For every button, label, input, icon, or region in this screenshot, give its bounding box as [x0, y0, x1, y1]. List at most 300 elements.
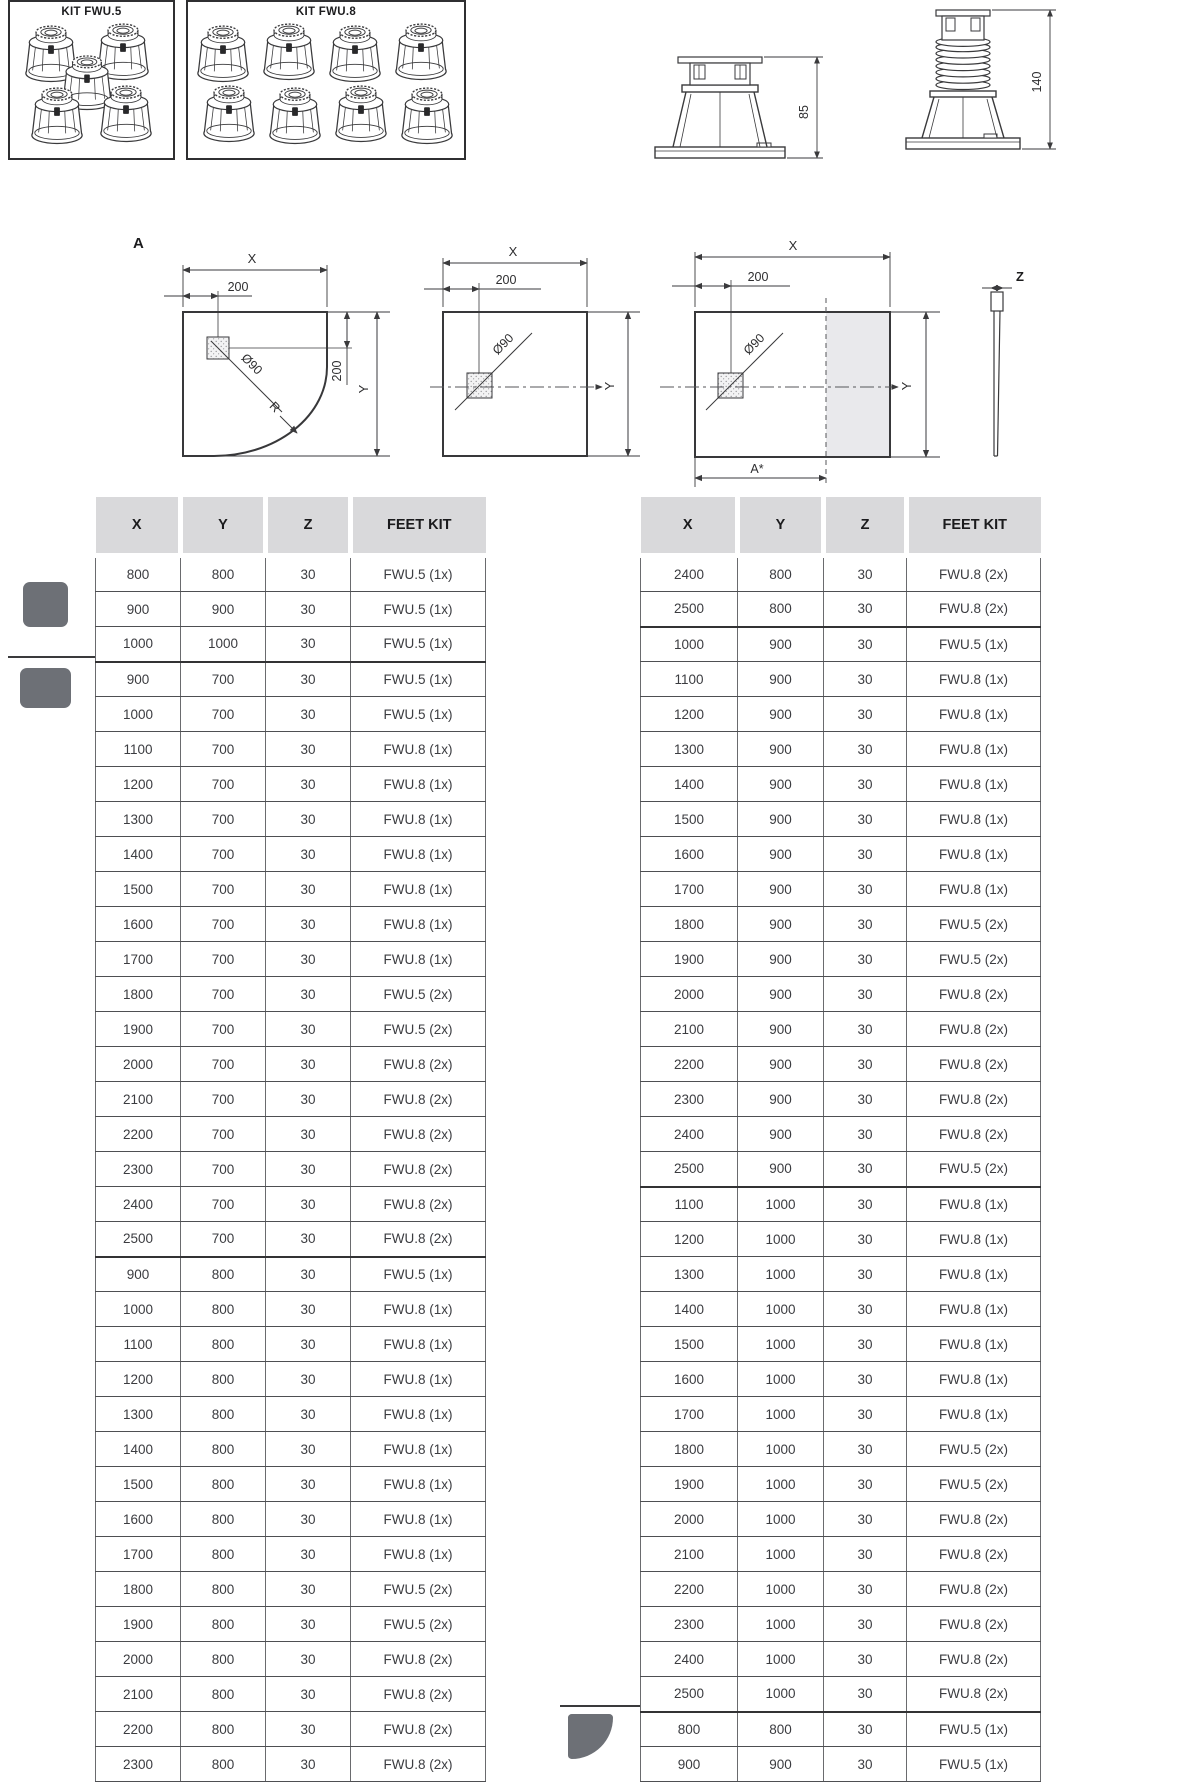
table-cell: 2400: [641, 1117, 738, 1152]
table-row: [96, 1712, 486, 1747]
table-row: [96, 1257, 486, 1292]
table-row: [96, 942, 486, 977]
table-cell: 800: [181, 1292, 266, 1327]
table-cell: 900: [738, 697, 824, 732]
table-cell: 1400: [641, 767, 738, 802]
table-cell: 800: [181, 556, 266, 592]
table-cell: 900: [738, 837, 824, 872]
table-cell: 1500: [641, 802, 738, 837]
table-cell: 900: [738, 1012, 824, 1047]
table-cell: FWU.8 (2x): [351, 1677, 486, 1712]
table-cell: 2400: [641, 1642, 738, 1677]
table-cell: FWU.8 (2x): [907, 1537, 1041, 1572]
table-cell: 1000: [738, 1677, 824, 1712]
table-cell: 2500: [641, 1677, 738, 1712]
table-cell: 30: [824, 1047, 907, 1082]
table-cell: FWU.5 (1x): [351, 697, 486, 732]
table-cell: 1800: [641, 907, 738, 942]
table-cell: 30: [266, 1222, 351, 1257]
table-row: [96, 1187, 486, 1222]
table-row: [96, 662, 486, 697]
table-cell: FWU.5 (1x): [351, 592, 486, 627]
table-cell: 1400: [641, 1292, 738, 1327]
table-cell: FWU.8 (2x): [907, 1677, 1041, 1712]
table-cell: FWU.8 (2x): [907, 1082, 1041, 1117]
table-cell: 800: [181, 1467, 266, 1502]
radius-label: R: [266, 399, 283, 416]
table-cell: 30: [266, 802, 351, 837]
header-row: [96, 497, 486, 556]
table-cell: FWU.5 (1x): [907, 1712, 1041, 1747]
table-row: [641, 1432, 1041, 1467]
table-cell: 2200: [96, 1117, 181, 1152]
table-row: [641, 767, 1041, 802]
table-cell: FWU.8 (1x): [907, 1222, 1041, 1257]
table-cell: 1000: [738, 1257, 824, 1292]
table-cell: 30: [824, 1362, 907, 1397]
table-cell: 2400: [641, 556, 738, 592]
table-cell: 30: [824, 1467, 907, 1502]
table-row: [641, 942, 1041, 977]
table-cell: 700: [181, 1012, 266, 1047]
table-cell: FWU.5 (2x): [351, 977, 486, 1012]
spec-table-left: [95, 497, 486, 1782]
table-cell: 800: [96, 556, 181, 592]
table-cell: 1200: [641, 697, 738, 732]
table-cell: 800: [738, 1712, 824, 1747]
table-cell: 1000: [738, 1607, 824, 1642]
table-cell: FWU.8 (1x): [907, 662, 1041, 697]
table-cell: FWU.8 (1x): [351, 767, 486, 802]
table-cell: FWU.8 (2x): [907, 1012, 1041, 1047]
table-cell: 1200: [96, 1362, 181, 1397]
table-cell: 30: [266, 1572, 351, 1607]
table-row: [96, 907, 486, 942]
table-row: [96, 1747, 486, 1782]
table-cell: 800: [181, 1712, 266, 1747]
table-cell: 30: [266, 592, 351, 627]
table-cell: 800: [181, 1397, 266, 1432]
table-cell: 1000: [738, 1397, 824, 1432]
foot-icon: [270, 88, 320, 143]
table-cell: 900: [738, 767, 824, 802]
table-cell: 30: [824, 1607, 907, 1642]
table-cell: 30: [824, 767, 907, 802]
kit-fwu5-box: [8, 0, 175, 160]
table-cell: FWU.5 (2x): [907, 907, 1041, 942]
drain-diameter-label: Ø90: [489, 330, 517, 358]
table-cell: 900: [96, 662, 181, 697]
table-cell: FWU.5 (1x): [351, 556, 486, 592]
table-row: [641, 556, 1041, 592]
col-header-y: Y: [181, 497, 266, 556]
col-header-x: X: [641, 497, 738, 556]
col-header-y: Y: [738, 497, 824, 556]
table-cell: 1400: [96, 837, 181, 872]
table-cell: 30: [824, 1257, 907, 1292]
table-row: [641, 1082, 1041, 1117]
table-cell: 1700: [641, 872, 738, 907]
foot-icon: [198, 26, 248, 81]
table-cell: 1000: [738, 1572, 824, 1607]
table-cell: 1000: [96, 627, 181, 662]
dim-x-label: X: [508, 244, 518, 259]
table-cell: 30: [824, 1222, 907, 1257]
table-row: [96, 1362, 486, 1397]
table-cell: FWU.5 (1x): [351, 627, 486, 662]
table-cell: 2000: [641, 977, 738, 1012]
table-cell: FWU.8 (1x): [351, 872, 486, 907]
table-cell: 1800: [96, 1572, 181, 1607]
table-cell: FWU.5 (1x): [351, 662, 486, 697]
table-row: [641, 662, 1041, 697]
table-row: [96, 627, 486, 662]
table-cell: 900: [738, 627, 824, 662]
table-cell: 900: [738, 802, 824, 837]
table-cell: FWU.5 (1x): [351, 1257, 486, 1292]
dim-200-label: 200: [747, 270, 769, 284]
table-cell: FWU.8 (1x): [351, 802, 486, 837]
table-cell: FWU.8 (2x): [351, 1187, 486, 1222]
table-row: [96, 872, 486, 907]
table-cell: 30: [266, 556, 351, 592]
table-cell: FWU.8 (2x): [351, 1152, 486, 1187]
table-cell: 1900: [96, 1607, 181, 1642]
table-row: [96, 1537, 486, 1572]
table-cell: FWU.8 (1x): [351, 1362, 486, 1397]
table-cell: 800: [641, 1712, 738, 1747]
table-cell: FWU.8 (2x): [351, 1117, 486, 1152]
table-cell: 800: [181, 1362, 266, 1397]
table-row: [641, 1257, 1041, 1292]
dim-200-label: 200: [227, 280, 249, 294]
table-cell: 1400: [96, 1432, 181, 1467]
table-row: [641, 1047, 1041, 1082]
table-row: [641, 1572, 1041, 1607]
table-cell: FWU.8 (1x): [351, 907, 486, 942]
group-separator-line: [560, 1705, 640, 1707]
table-cell: 30: [266, 1537, 351, 1572]
table-cell: FWU.8 (1x): [351, 1292, 486, 1327]
dim-z-label: Z: [1016, 269, 1024, 284]
foot-icon: [402, 88, 452, 143]
kit-fwu5-title: KIT FWU.5: [61, 6, 122, 18]
table-cell: 700: [181, 977, 266, 1012]
table-row: [641, 1152, 1041, 1187]
table-row: [641, 837, 1041, 872]
table-row: [641, 1292, 1041, 1327]
table-cell: 1300: [641, 732, 738, 767]
col-header-z: Z: [824, 497, 907, 556]
table-cell: 1000: [641, 627, 738, 662]
table-row: [641, 697, 1041, 732]
table-cell: 30: [266, 1642, 351, 1677]
table-cell: FWU.8 (2x): [907, 1607, 1041, 1642]
table-row: [96, 1677, 486, 1712]
table-cell: 800: [181, 1537, 266, 1572]
table-row: [96, 1012, 486, 1047]
table-row: [641, 1712, 1041, 1747]
table-cell: 1500: [96, 872, 181, 907]
table-cell: 1000: [181, 627, 266, 662]
table-cell: 1300: [96, 802, 181, 837]
table-cell: 30: [824, 662, 907, 697]
table-cell: 900: [738, 1747, 824, 1782]
table-cell: FWU.5 (2x): [907, 1467, 1041, 1502]
table-cell: 700: [181, 907, 266, 942]
table-row: [96, 977, 486, 1012]
table-cell: 30: [266, 1397, 351, 1432]
table-cell: 2300: [96, 1152, 181, 1187]
table-row: [96, 592, 486, 627]
foot-icon: [264, 24, 314, 79]
table-row: [641, 1012, 1041, 1047]
table-cell: 700: [181, 1152, 266, 1187]
spec-table-right: [640, 497, 1041, 1782]
table-cell: 900: [738, 662, 824, 697]
table-cell: 30: [824, 1187, 907, 1222]
table-cell: 30: [266, 1747, 351, 1782]
table-row: [641, 1362, 1041, 1397]
table-cell: 30: [824, 732, 907, 767]
table-cell: 30: [824, 592, 907, 627]
table-cell: FWU.8 (1x): [351, 1327, 486, 1362]
table-cell: FWU.8 (2x): [907, 1642, 1041, 1677]
table-cell: 1200: [96, 767, 181, 802]
dim-x-label: X: [247, 251, 257, 266]
table-cell: 1000: [738, 1467, 824, 1502]
tray-drawings: [0, 195, 1070, 495]
table-cell: 900: [738, 1117, 824, 1152]
table-cell: 30: [266, 872, 351, 907]
table-cell: 30: [266, 837, 351, 872]
table-cell: 30: [824, 627, 907, 662]
table-cell: FWU.8 (1x): [907, 732, 1041, 767]
table-cell: 30: [824, 697, 907, 732]
table-cell: 1700: [96, 1537, 181, 1572]
table-row: [641, 1397, 1041, 1432]
table-cell: 1200: [641, 1222, 738, 1257]
table-cell: 2200: [96, 1712, 181, 1747]
table-cell: 800: [181, 1432, 266, 1467]
table-cell: 30: [824, 872, 907, 907]
table-row: [641, 802, 1041, 837]
kit-fwu5-illustration: [10, 18, 173, 154]
table-cell: 900: [738, 907, 824, 942]
table-row: [96, 1397, 486, 1432]
table-cell: 30: [824, 1677, 907, 1712]
table-cell: 900: [738, 732, 824, 767]
table-cell: 30: [266, 1047, 351, 1082]
table-row: [641, 732, 1041, 767]
table-cell: 30: [824, 1152, 907, 1187]
table-cell: 30: [266, 907, 351, 942]
table-cell: 800: [738, 592, 824, 627]
table-cell: FWU.8 (2x): [907, 1572, 1041, 1607]
kit-fwu8-box: [186, 0, 466, 160]
table-cell: 2100: [96, 1082, 181, 1117]
table-cell: 30: [266, 1012, 351, 1047]
table-cell: 30: [266, 1292, 351, 1327]
table-cell: FWU.8 (1x): [907, 1257, 1041, 1292]
table-cell: 700: [181, 1187, 266, 1222]
table-cell: 30: [824, 1012, 907, 1047]
table-cell: 30: [824, 1327, 907, 1362]
table-cell: 1100: [641, 1187, 738, 1222]
kit-fwu8-title: KIT FWU.8: [295, 6, 357, 18]
table-cell: 1100: [96, 1327, 181, 1362]
table-cell: 1000: [738, 1642, 824, 1677]
table-cell: FWU.5 (2x): [351, 1012, 486, 1047]
table-cell: 1100: [641, 662, 738, 697]
table-cell: FWU.5 (2x): [907, 942, 1041, 977]
table-cell: 1700: [96, 942, 181, 977]
table-cell: 700: [181, 837, 266, 872]
table-cell: 2400: [96, 1187, 181, 1222]
col-header-feet-kit: FEET KIT: [351, 497, 486, 556]
table-row: [96, 732, 486, 767]
table-row: [96, 1432, 486, 1467]
table-cell: FWU.8 (2x): [907, 1502, 1041, 1537]
table-row: [641, 1222, 1041, 1257]
table-cell: 900: [738, 1047, 824, 1082]
table-cell: 700: [181, 662, 266, 697]
table-cell: 1000: [738, 1187, 824, 1222]
table-row: [96, 1152, 486, 1187]
dim-x-label: X: [788, 238, 798, 253]
section-a-label: A: [133, 235, 144, 252]
square-tray-icon: [23, 582, 68, 627]
table-row: [641, 1117, 1041, 1152]
table-row: [96, 1117, 486, 1152]
table-cell: 30: [266, 1467, 351, 1502]
dim-y-label: Y: [899, 381, 914, 391]
table-row: [96, 1467, 486, 1502]
table-cell: 30: [824, 1747, 907, 1782]
table-cell: 700: [181, 1222, 266, 1257]
table-cell: 1900: [96, 1012, 181, 1047]
table-cell: 30: [266, 1362, 351, 1397]
table-cell: FWU.5 (2x): [351, 1607, 486, 1642]
table-cell: 1000: [738, 1327, 824, 1362]
table-cell: 30: [824, 802, 907, 837]
dim-y-label: Y: [602, 381, 617, 391]
table-cell: FWU.8 (1x): [351, 1502, 486, 1537]
foot-side-view-extended: [880, 2, 1080, 160]
drawing-corner-tray: [164, 251, 390, 456]
table-cell: 2000: [96, 1642, 181, 1677]
table-cell: 1500: [641, 1327, 738, 1362]
table-cell: 800: [181, 1572, 266, 1607]
table-cell: 30: [266, 732, 351, 767]
table-cell: 1600: [641, 1362, 738, 1397]
table-cell: 2200: [641, 1572, 738, 1607]
table-cell: 800: [181, 1607, 266, 1642]
table-cell: 30: [266, 942, 351, 977]
table-row: [96, 837, 486, 872]
table-cell: 30: [266, 1607, 351, 1642]
table-cell: FWU.8 (1x): [351, 837, 486, 872]
table-cell: FWU.8 (1x): [907, 767, 1041, 802]
table-cell: 800: [181, 1327, 266, 1362]
table-cell: 30: [266, 1117, 351, 1152]
table-cell: 900: [96, 1257, 181, 1292]
header-row: [641, 497, 1041, 556]
table-cell: 30: [266, 627, 351, 662]
table-cell: 30: [824, 1537, 907, 1572]
table-cell: 2100: [641, 1012, 738, 1047]
table-cell: 30: [824, 1117, 907, 1152]
table-cell: 700: [181, 942, 266, 977]
table-cell: 1000: [738, 1292, 824, 1327]
table-cell: 30: [266, 1152, 351, 1187]
dim-200v-label: 200: [330, 360, 344, 382]
table-row: [96, 1292, 486, 1327]
table-row: [96, 1502, 486, 1537]
drain-diameter-label: Ø90: [238, 350, 266, 378]
foot-icon: [330, 26, 380, 81]
foot-icon: [336, 86, 386, 141]
table-row: [641, 872, 1041, 907]
table-cell: 2300: [641, 1607, 738, 1642]
dim-y-label: Y: [356, 384, 371, 394]
table-cell: 30: [824, 907, 907, 942]
table-cell: FWU.8 (1x): [907, 1187, 1041, 1222]
table-cell: 900: [738, 977, 824, 1012]
table-cell: 30: [266, 1677, 351, 1712]
corner-tray-icon: [568, 1714, 613, 1759]
drawing-square-tray: [424, 244, 640, 456]
table-cell: 800: [738, 556, 824, 592]
table-cell: FWU.8 (1x): [907, 1397, 1041, 1432]
table-row: [641, 1537, 1041, 1572]
table-cell: FWU.5 (2x): [351, 1572, 486, 1607]
table-cell: 30: [824, 556, 907, 592]
drain-diameter-label: Ø90: [740, 330, 768, 358]
table-cell: 800: [181, 1642, 266, 1677]
table-cell: FWU.8 (1x): [351, 942, 486, 977]
table-row: [96, 1222, 486, 1257]
table-cell: FWU.8 (2x): [351, 1712, 486, 1747]
table-row: [641, 627, 1041, 662]
table-cell: 700: [181, 697, 266, 732]
table-cell: FWU.8 (2x): [351, 1747, 486, 1782]
table-cell: 30: [266, 1327, 351, 1362]
rect-tray-icon: [20, 668, 71, 708]
table-cell: 30: [824, 1432, 907, 1467]
table-cell: FWU.8 (1x): [907, 802, 1041, 837]
table-cell: 1600: [96, 907, 181, 942]
table-row: [641, 1327, 1041, 1362]
table-cell: 800: [181, 1747, 266, 1782]
table-row: [96, 1642, 486, 1677]
table-cell: 2000: [96, 1047, 181, 1082]
table-row: [641, 1187, 1041, 1222]
table-cell: 1000: [738, 1222, 824, 1257]
table-cell: FWU.8 (1x): [907, 697, 1041, 732]
foot-side-view-collapsed: [555, 35, 855, 175]
table-cell: 1800: [96, 977, 181, 1012]
group-separator-line: [8, 656, 95, 658]
table-cell: 1000: [96, 697, 181, 732]
table-cell: 900: [738, 1082, 824, 1117]
foot-icon: [204, 86, 254, 141]
table-cell: 1000: [738, 1362, 824, 1397]
table-row: [641, 907, 1041, 942]
table-cell: FWU.8 (2x): [351, 1047, 486, 1082]
table-cell: 30: [266, 1082, 351, 1117]
dim-140-label: 140: [1030, 71, 1044, 93]
